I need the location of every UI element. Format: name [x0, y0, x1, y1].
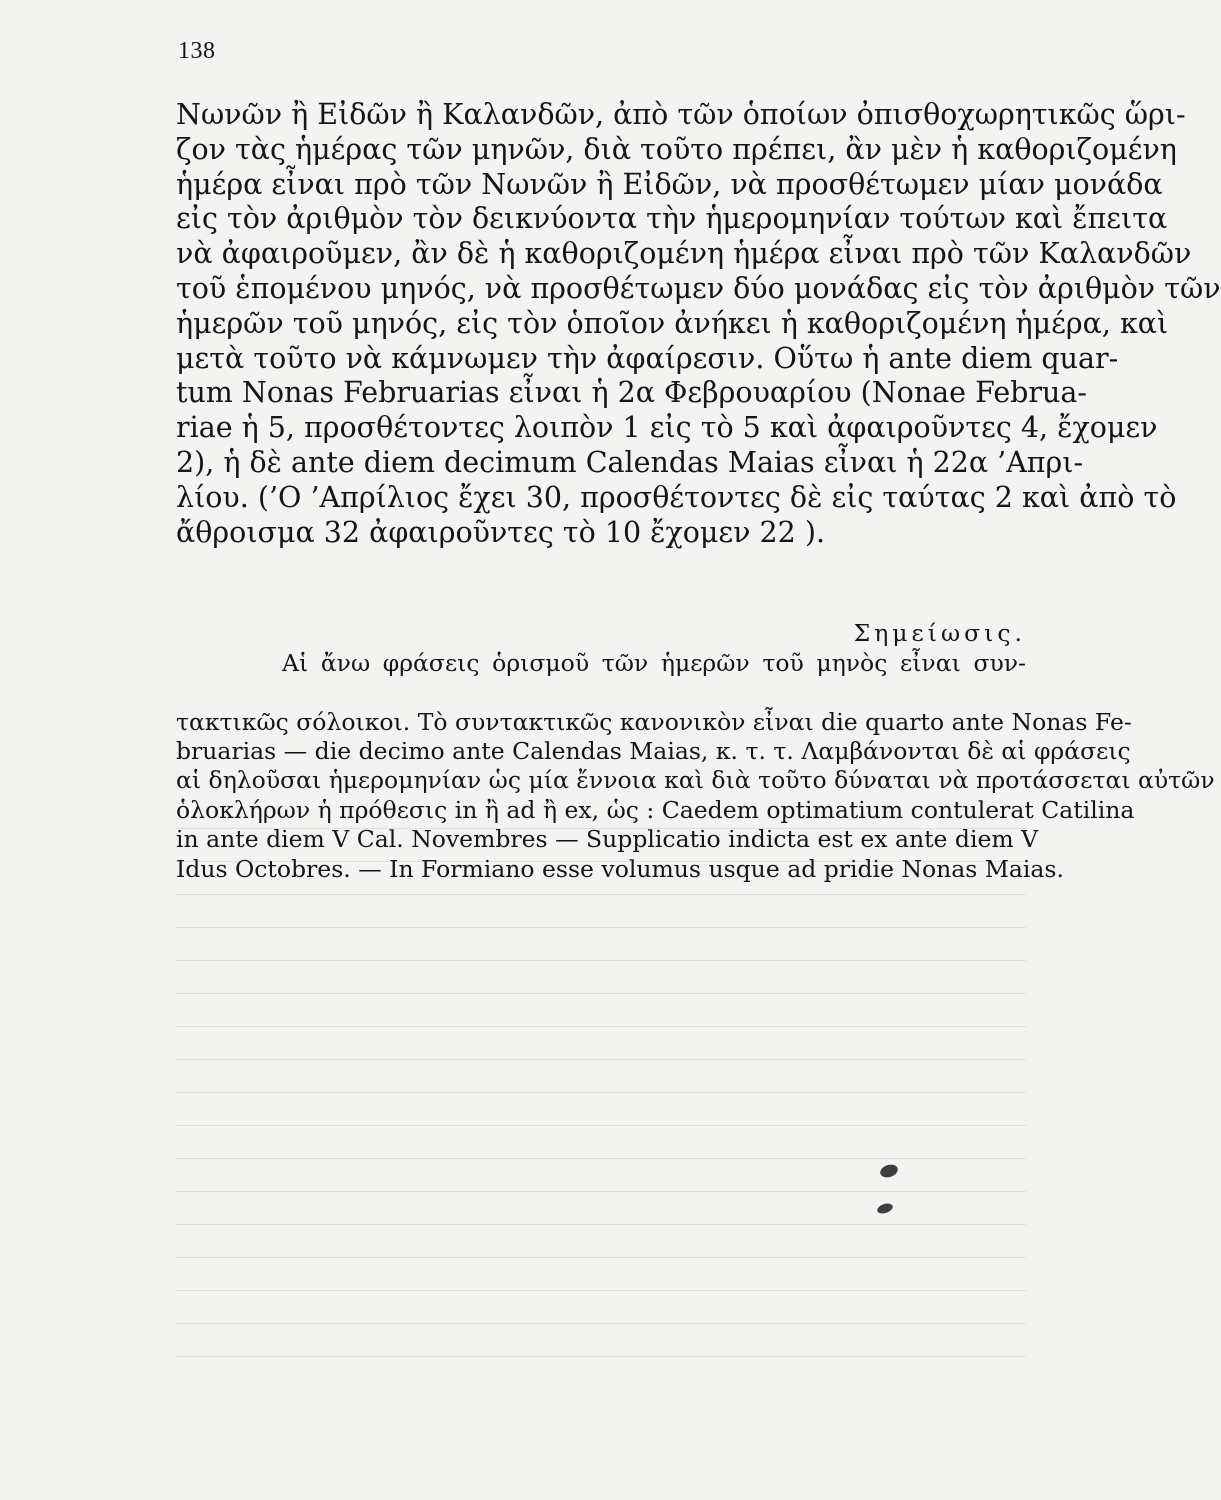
main-line-12: λίου. (’Ο ’Απρίλιος ἔχει 30, προσθέτοντες δὲ εἰς ταύτας 2 καὶ ἀπὸ τὸ: [176, 480, 1177, 514]
main-line-7: ἡμερῶν τοῦ μηνός, εἰς τὸν ὁποῖον ἀνήκει ἡ καθοριζομένη ἡμέρα, καὶ: [176, 306, 1169, 340]
note-line-1: Αἱ ἄνω φράσεις ὁρισμοῦ τῶν ἡμερῶν τοῦ μηνὸς εἶναι συν-: [281, 648, 1026, 677]
main-line-3: ἡμέρα εἶναι πρὸ τῶν Νωνῶν ἢ Εἰδῶν, νὰ προσθέτωμεν μίαν μονάδα: [176, 167, 1163, 201]
main-paragraph: [176, 98, 1221, 550]
main-line-1: Νωνῶν ἢ Εἰδῶν ἢ Καλανδῶν, ἀπὸ τῶν ὁποίων ὀπισθοχωρητικῶς ὥρι-: [176, 98, 1186, 131]
note-line-5: ὁλοκλήρων ἡ πρόθεσις in ἢ ad ἢ ex, ὡς : Caedem optimatium contulerat Catilina: [176, 795, 1135, 824]
main-line-10: riae ἡ 5, προσθέτοντες λοιπὸν 1 εἰς τὸ 5 καὶ ἀφαιροῦντες 4, ἔχομεν: [176, 411, 1158, 445]
page-number: 138: [178, 38, 216, 64]
main-line-6: τοῦ ἑπομένου μηνός, νὰ προσθέτωμεν δύο μονάδας εἰς τὸν ἀριθμὸν τῶν: [176, 271, 1221, 305]
note-line-7: Idus Octobres. — In Formiano esse volumus usque ad pridie Nonas Maias.: [176, 854, 1064, 883]
note-line-6: in ante diem V Cal. Novembres — Supplicatio indicta est ex ante diem V: [176, 825, 1039, 854]
note-line-4: αἱ δηλοῦσαι ἡμερομηνίαν ὡς μία ἔννοια καὶ διὰ τοῦτο δύναται νὰ προτάσσεται αὐτῶν: [176, 766, 1215, 795]
note-first-line: [176, 590, 1026, 708]
main-line-4: εἰς τὸν ἀριθμὸν τὸν δεικνύοντα τὴν ἡμερομηνίαν τούτων καὶ ἔπειτα: [176, 202, 1168, 236]
note-line-2: τακτικῶς σόλοικοι. Τὸ συντακτικῶς κανονικὸν εἶναι die quarto ante Nonas Fe-: [176, 707, 1132, 736]
note-line-3: bruarias — die decimo ante Calendas Maias, κ. τ. τ. Λαμβάνονται δὲ αἱ φράσεις: [176, 737, 1131, 766]
main-line-11: 2), ἡ δὲ ante diem decimum Calendas Maias εἶναι ἡ 22α ’Απρι-: [176, 445, 1084, 479]
main-line-9: tum Nonas Februarias εἶναι ἡ 2α Φεβρουαρίου (Nonae Februa-: [176, 376, 1088, 410]
main-line-5: νὰ ἀφαιροῦμεν, ἂν δὲ ἡ καθοριζομένη ἡμέρα εἶναι πρὸ τῶν Καλανδῶν: [176, 237, 1192, 271]
note-label: Σημείωσις.: [853, 619, 1026, 648]
main-line-2: ζον τὰς ἡμέρας τῶν μηνῶν, διὰ τοῦτο πρέπει, ἂν μὲν ἡ καθοριζομένη: [176, 132, 1177, 166]
main-line-13: ἄθροισμα 32 ἀφαιροῦντες τὸ 10 ἔχομεν 22 ).: [176, 515, 826, 549]
reverse-page-bleed-through: [176, 810, 1064, 1370]
main-line-8: μετὰ τοῦτο νὰ κάμνωμεν τὴν ἀφαίρεσιν. Οὕτω ἡ ante diem quar-: [176, 341, 1119, 375]
